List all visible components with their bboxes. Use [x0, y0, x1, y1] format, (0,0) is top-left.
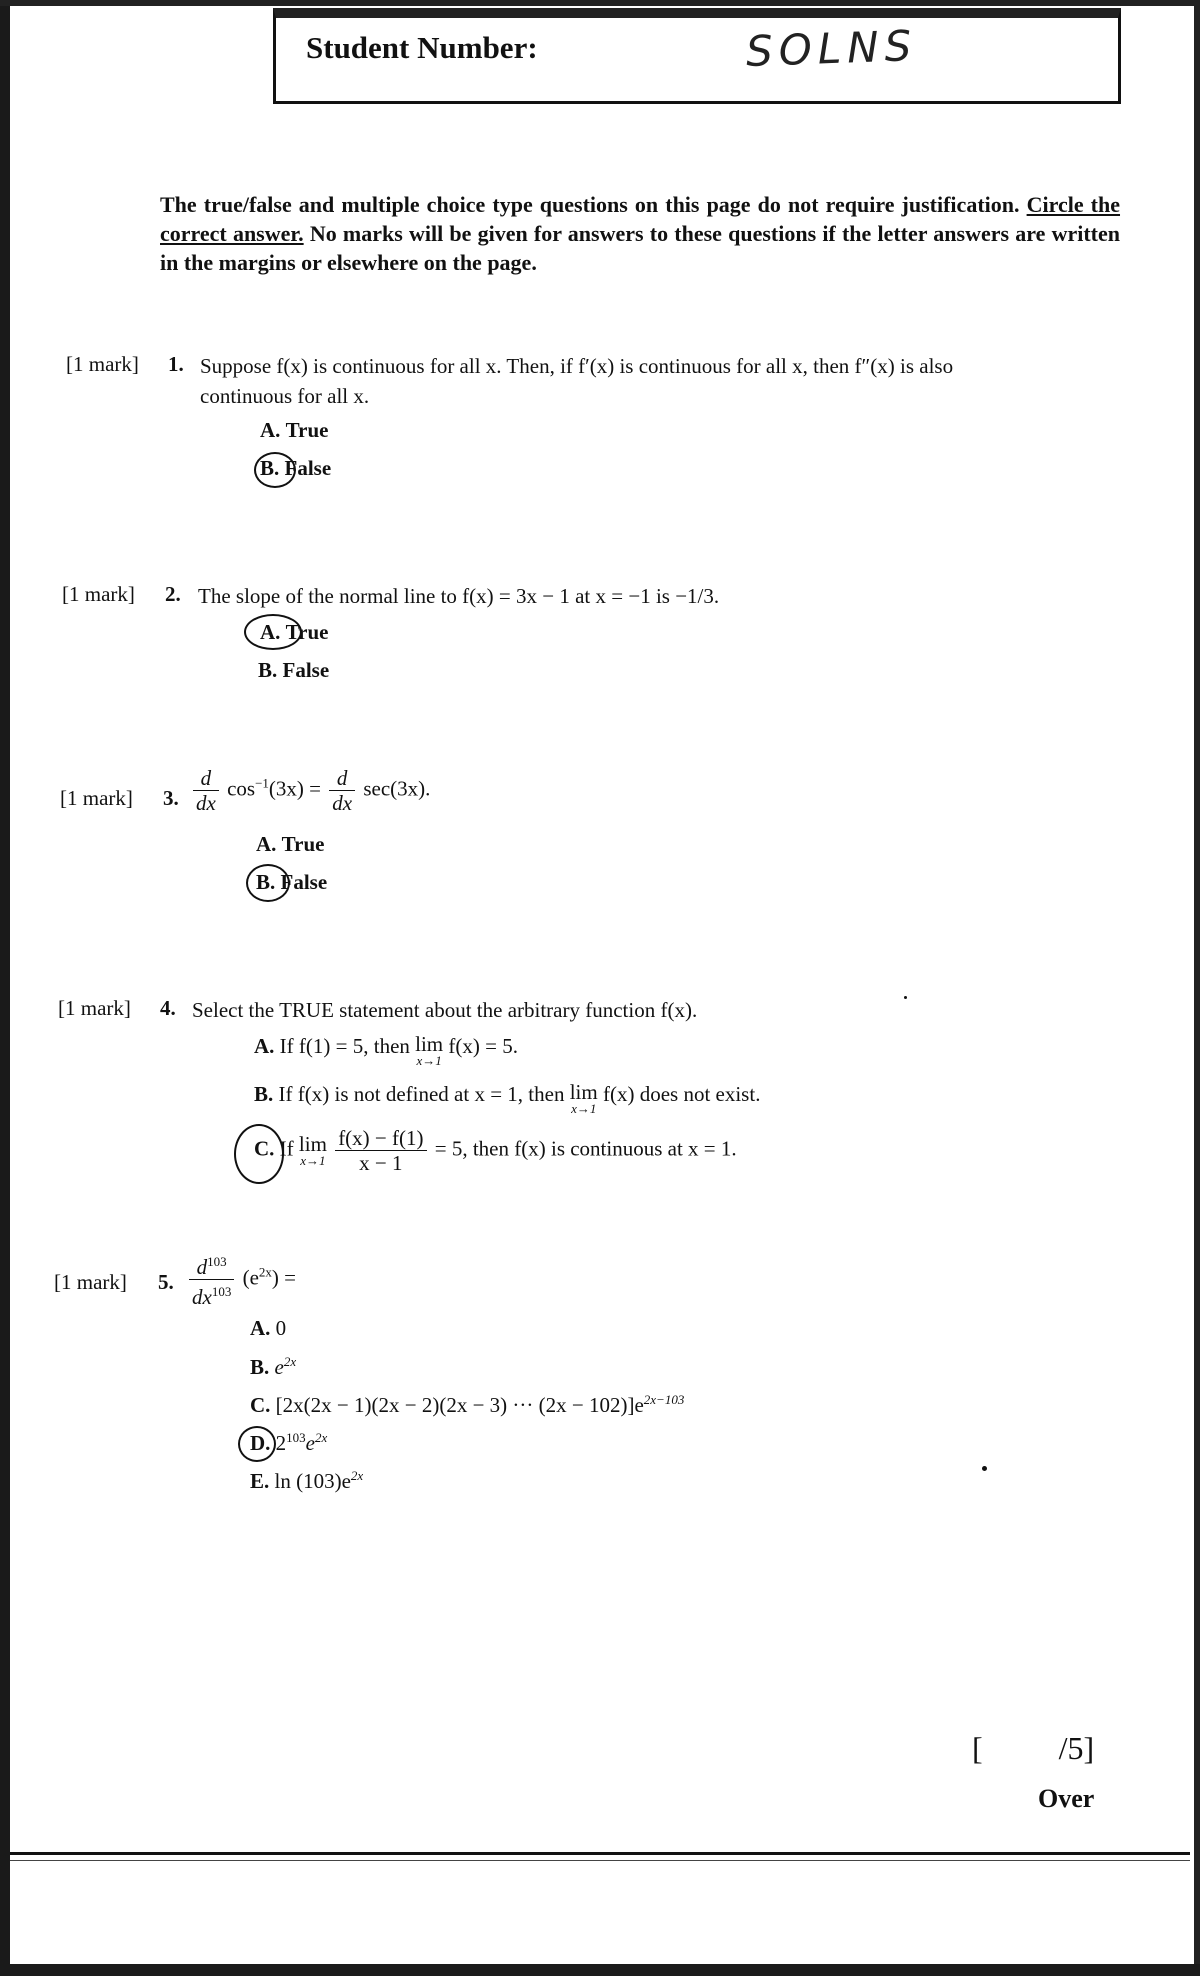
question-4-number: 4.: [160, 996, 176, 1020]
question-1-number: 1.: [168, 352, 184, 376]
limit-operator: [570, 1082, 598, 1116]
footer-rule-thin: [10, 1860, 1190, 1861]
student-number-value: SOLNS: [745, 21, 919, 76]
over-label: Over: [1038, 1784, 1095, 1813]
question-3-option-a[interactable]: [256, 832, 324, 857]
student-number-box: [273, 8, 1121, 104]
option-text-post: = 5, then f(x) is continuous at x = 1.: [434, 1136, 737, 1161]
option-text: If f(x) is not defined at x = 1, then: [278, 1082, 565, 1106]
option-text: False: [280, 870, 328, 894]
scan-edge-left: [0, 0, 10, 1976]
option-letter: E.: [250, 1469, 270, 1493]
question-2-number: 2.: [165, 582, 181, 606]
question-5-number: 5.: [158, 1270, 174, 1294]
option-exp: 103: [286, 1430, 306, 1445]
question-5-option-b[interactable]: [250, 1354, 296, 1380]
option-letter: A.: [260, 620, 281, 644]
option-letter: B.: [258, 658, 278, 682]
score-bracket: [: [972, 1730, 983, 1766]
expr-end: ) =: [271, 1265, 296, 1290]
option-text: 2: [275, 1431, 287, 1455]
lim-text: lim: [569, 1080, 598, 1104]
frac-denominator: x − 1: [359, 1151, 403, 1175]
question-1-mark: [1 mark]: [66, 352, 139, 376]
expr-exp: 2x: [258, 1264, 272, 1280]
option-letter: B.: [260, 456, 280, 480]
denominator-exp: 103: [211, 1284, 232, 1299]
question-1-line1: Suppose f(x) is continuous for all x. Then, if f′(x) is continuous for all x, then f″(x) is also: [200, 354, 954, 378]
option-letter: C.: [250, 1393, 271, 1417]
scan-edge-right: [1194, 0, 1200, 1976]
page-score: [972, 1730, 1094, 1767]
question-2-option-b[interactable]: [258, 658, 329, 683]
derivative-operator-lhs: [193, 766, 219, 815]
option-text: [2x(2x − 1)(2x − 2)(2x − 3) ··· (2x − 102)]e: [275, 1393, 644, 1417]
lim-sub: x→1: [300, 1152, 326, 1168]
option-exp: 2x−103: [643, 1392, 685, 1407]
question-5-option-c[interactable]: [250, 1392, 684, 1418]
question-5-option-a[interactable]: [250, 1316, 286, 1341]
instructions: [160, 190, 1120, 277]
sec-text: sec(3x).: [363, 776, 431, 801]
option-letter: B.: [256, 870, 276, 894]
instructions-part1: The true/false and multiple choice type questions on this page do not require justification.: [160, 192, 1020, 217]
option-letter: B.: [250, 1355, 270, 1379]
answer-circle-q4: [234, 1124, 284, 1184]
option-text: e: [274, 1355, 284, 1379]
answer-circle-q5: [238, 1426, 276, 1462]
question-5-mark: [1 mark]: [54, 1270, 127, 1294]
option-exp: 2x: [283, 1354, 297, 1369]
option-text-post: f(x) = 5.: [448, 1034, 518, 1058]
option-text: If f(1) = 5, then: [279, 1034, 410, 1058]
numerator-exp: 103: [207, 1254, 227, 1269]
limit-operator: [415, 1034, 443, 1068]
derivative-operator-rhs: [329, 766, 355, 815]
answer-circle-q1: [254, 452, 296, 488]
option-letter: A.: [250, 1316, 271, 1340]
question-4-option-b[interactable]: [254, 1082, 760, 1116]
frac-numerator: d: [193, 766, 219, 791]
footer-rule: [10, 1852, 1190, 1855]
cos-exp: −1: [255, 775, 269, 791]
option-letter: B.: [254, 1082, 274, 1106]
frac-denominator: dx: [196, 791, 216, 815]
stray-mark: [982, 1466, 987, 1471]
question-5-option-e[interactable]: [250, 1468, 363, 1494]
option-letter: C.: [254, 1136, 275, 1161]
question-1-option-a[interactable]: [260, 418, 328, 443]
option-letter: A.: [260, 418, 281, 442]
option-letter: A.: [256, 832, 277, 856]
difference-quotient: [335, 1126, 426, 1175]
question-1-line2: continuous for all x.: [200, 384, 370, 408]
question-4-line1: Select the TRUE statement about the arbitrary function f(x).: [192, 998, 698, 1022]
option-text: True: [281, 832, 325, 856]
option-letter: A.: [254, 1034, 275, 1058]
option-text: If: [279, 1136, 294, 1161]
frac-numerator: f(x) − f(1): [335, 1126, 426, 1151]
option-text-2: e: [305, 1431, 315, 1455]
frac-numerator: d: [196, 1255, 208, 1279]
lim-text: lim: [298, 1131, 327, 1156]
instructions-underlined: Circle the correct answer.: [160, 192, 1121, 246]
cos-arg: (3x) =: [268, 776, 322, 801]
score-value: /5]: [1058, 1730, 1095, 1766]
answer-circle-q2: [244, 614, 302, 650]
frac-numerator: d: [329, 766, 355, 791]
option-text: False: [284, 456, 332, 480]
option-text: True: [285, 620, 329, 644]
scan-edge-top: [0, 0, 1200, 6]
question-2-mark: [1 mark]: [62, 582, 135, 606]
option-text: ln (103)e: [274, 1469, 351, 1493]
stray-mark: [904, 996, 907, 999]
option-text: False: [282, 658, 330, 682]
option-letter: D.: [250, 1431, 271, 1455]
frac-denominator: dx: [192, 1285, 212, 1309]
nth-derivative-operator: [189, 1250, 234, 1309]
lim-text: lim: [415, 1032, 444, 1056]
option-text: 0: [275, 1316, 287, 1340]
question-4-option-a[interactable]: [254, 1034, 518, 1068]
frac-denominator: dx: [332, 791, 353, 815]
question-3-mark: [1 mark]: [60, 786, 133, 810]
question-4-mark: [1 mark]: [58, 996, 131, 1020]
expr-text: (e: [242, 1265, 259, 1290]
question-3-equation: [190, 766, 430, 815]
answer-circle-q3: [246, 864, 290, 902]
option-text-post: f(x) does not exist.: [602, 1082, 761, 1106]
limit-operator: [298, 1131, 327, 1168]
option-exp: 2x: [350, 1468, 364, 1483]
student-number-label: Student Number:: [306, 30, 538, 65]
question-3-number: 3.: [163, 786, 179, 810]
question-5-equation: [186, 1250, 296, 1309]
scan-edge-bottom: [0, 1964, 1200, 1976]
option-exp-2: 2x: [315, 1430, 328, 1445]
cos-text: cos: [227, 776, 256, 801]
lim-sub: x→1: [571, 1101, 597, 1116]
option-text: True: [285, 418, 329, 442]
lim-sub: x→1: [416, 1053, 442, 1068]
question-4-option-c[interactable]: [254, 1126, 737, 1175]
instructions-part2: No marks will be given for answers to these questions if the letter answers are written in the margins or elsewhere on the page.: [160, 221, 1121, 275]
question-2-line1: The slope of the normal line to f(x) = 3x − 1 at x = −1 is −1/3.: [198, 584, 720, 608]
